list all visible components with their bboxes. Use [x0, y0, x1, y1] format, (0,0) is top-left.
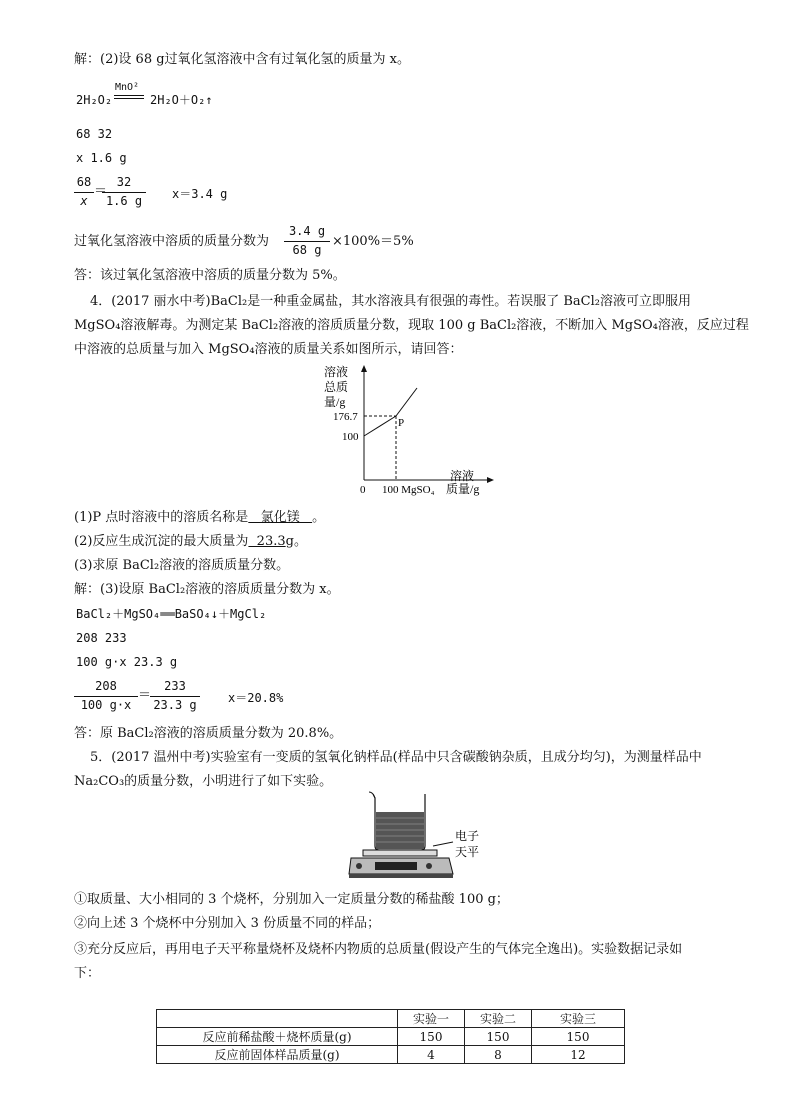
- part-2-end: g。: [285, 534, 307, 549]
- step-3-continued: 下：: [74, 966, 101, 981]
- beaker-liquid: [376, 812, 424, 849]
- table-header-row: [157, 1010, 625, 1028]
- y-axis-arrow: [361, 365, 367, 372]
- fraction-denominator: 23.3 g: [153, 698, 197, 712]
- table-cell: 150: [532, 1028, 625, 1046]
- equation-left: 2H₂O₂: [76, 93, 113, 107]
- step-3: ③充分反应后，再用电子天平称量烧杯及烧杯内物质的总质量(假设产生的气体完全逸出)。实验数据记录如: [74, 942, 683, 957]
- y-label-1: 溶液: [324, 365, 349, 379]
- part-2: [74, 534, 307, 550]
- answer-4: 答：原 BaCl₂溶液的溶质质量分数为 20.8%。: [74, 726, 343, 741]
- result-x: x＝20.8%: [228, 691, 284, 705]
- mass-fraction-suffix: ×100%＝5%: [332, 234, 414, 249]
- question-5-line-2: Na₂CO₃的质量分数，小明进行了如下实验。: [74, 774, 333, 789]
- part-1: [74, 510, 325, 526]
- fraction-numerator: 233: [164, 679, 186, 693]
- balance-pan: [363, 850, 437, 856]
- x-label-2: 质量/g: [446, 482, 480, 496]
- fraction-denominator: 68 g: [292, 243, 322, 257]
- y-tick-100: 100: [342, 431, 359, 443]
- mass-fraction-prefix: 过氧化氢溶液中溶质的质量分数为: [74, 234, 270, 249]
- result-x: x＝3.4 g: [172, 187, 228, 201]
- ratio-line-2: 100 g·x 23.3 g: [76, 655, 178, 669]
- solution-3-intro: 解：(3)设原 BaCl₂溶液的溶质质量分数为 x。: [74, 582, 340, 597]
- question-5-line-1: 5．(2017 温州中考)实验室有一变质的氢氧化钠样品(样品中只含碳酸钠杂质，且成分均匀)，为测量样品中: [90, 750, 702, 765]
- fraction-233: [150, 679, 200, 715]
- reaction-equation: BaCl₂＋MgSO₄══BaSO₄↓＋MgCl₂: [76, 607, 267, 621]
- table-cell: 150: [398, 1028, 465, 1046]
- equals-sign: ＝: [94, 184, 108, 199]
- x-tick-100: 100 MgSO₄: [382, 484, 435, 496]
- part-1-prompt: (1)P 点时溶液中的溶质名称是: [74, 510, 249, 525]
- fraction-numerator: 3.4 g: [288, 224, 326, 238]
- solution-2-intro: 解：(2)设 68 g过氧化氢溶液中含有过氧化氢的质量为 x。: [74, 52, 411, 67]
- balance-display: [375, 862, 417, 870]
- tare-button-icon: [426, 863, 432, 869]
- fraction-32-1.6g: [102, 175, 146, 211]
- fraction-bar: [284, 241, 330, 242]
- experiment-data-table: [156, 1009, 625, 1064]
- fraction-208: [74, 679, 138, 715]
- point-p-label: P: [398, 417, 405, 429]
- table-row: [157, 1046, 625, 1064]
- table-row: [157, 1028, 625, 1046]
- step-2: ②向上述 3 个烧杯中分别加入 3 份质量不同的样品；: [74, 916, 381, 931]
- part-2-prompt: (2)反应生成沉淀的最大质量为: [74, 534, 249, 549]
- ratio-line-1: 68 32: [76, 127, 113, 141]
- step-1: ①取质量、大小相同的 3 个烧杯，分别加入一定质量分数的稀盐酸 100 g；: [74, 892, 509, 907]
- table-cell: 8: [465, 1046, 532, 1064]
- y-tick-176.7: 176.7: [333, 411, 358, 423]
- table-header-cell: 实验一: [398, 1010, 465, 1028]
- ratio-line-1: 208 233: [76, 631, 127, 645]
- balance-base: [349, 874, 453, 878]
- fraction-denominator: 1.6 g: [105, 194, 143, 208]
- balance-label-1: 电子: [455, 829, 480, 843]
- fraction-denominator: 100 g·x: [80, 698, 132, 712]
- reaction-arrow-bottom: [114, 98, 144, 99]
- part-2-answer: 23.3: [248, 534, 286, 549]
- electronic-balance-figure: [345, 788, 495, 882]
- fraction-numerator: 32: [116, 175, 132, 189]
- x-axis-arrow: [487, 477, 494, 483]
- table-cell: 反应前固体样品质量(g): [157, 1046, 398, 1064]
- graph-line-segment-2: [396, 388, 417, 416]
- fraction-denominator: x: [80, 194, 88, 208]
- ratio-line-2: x 1.6 g: [76, 151, 127, 165]
- fraction-bar: [74, 192, 94, 193]
- y-label-3: 量/g: [324, 395, 346, 409]
- catalyst-label: MnO²: [115, 82, 140, 93]
- power-button-icon: [356, 863, 362, 869]
- part-1-end: 。: [312, 510, 326, 525]
- table-header-cell: [157, 1010, 398, 1028]
- equals-sign: ＝: [138, 688, 152, 703]
- y-label-2: 总质: [324, 380, 349, 394]
- fraction-numerator: 208: [95, 679, 117, 693]
- fraction-68-x: [74, 175, 94, 211]
- part-1-answer: 氯化镁: [248, 510, 313, 525]
- fraction-bar: [74, 696, 138, 697]
- table-header-cell: 实验三: [532, 1010, 625, 1028]
- fraction-bar: [102, 192, 146, 193]
- mass-graph: [320, 362, 500, 496]
- question-4-line-1: 4．(2017 丽水中考)BaCl₂是一种重金属盐，其水溶液具有很强的毒性。若误服了 BaCl₂溶液可立即服用: [90, 294, 692, 309]
- reaction-arrow-top: [114, 95, 144, 96]
- x-label-1: 溶液: [450, 469, 475, 483]
- origin-label: 0: [360, 484, 366, 496]
- label-leader-line: [433, 842, 453, 846]
- graph-line-segment-1: [364, 416, 396, 436]
- table-cell: 4: [398, 1046, 465, 1064]
- table-cell: 反应前稀盐酸＋烧杯质量(g): [157, 1028, 398, 1046]
- table-header-cell: 实验二: [465, 1010, 532, 1028]
- question-4-line-3: 中溶液的总质量与加入 MgSO₄溶液的质量关系如图所示，请回答：: [74, 342, 463, 357]
- question-4-line-2: MgSO₄溶液解毒。为测定某 BaCl₂溶液的溶质质量分数，现取 100 g BaCl₂溶液，不断加入 MgSO₄溶液，反应过程: [74, 318, 749, 333]
- part-3: (3)求原 BaCl₂溶液的溶质质量分数。: [74, 558, 290, 573]
- table-cell: 12: [532, 1046, 625, 1064]
- fraction-bar: [150, 696, 200, 697]
- fraction-3.4g-68g: [284, 224, 330, 260]
- fraction-numerator: 68: [76, 175, 92, 189]
- table-cell: 150: [465, 1028, 532, 1046]
- answer-2: 答：该过氧化氢溶液中溶质的质量分数为 5%。: [74, 268, 346, 283]
- balance-label-2: 天平: [455, 845, 480, 859]
- equation-right: 2H₂O＋O₂↑: [150, 93, 213, 107]
